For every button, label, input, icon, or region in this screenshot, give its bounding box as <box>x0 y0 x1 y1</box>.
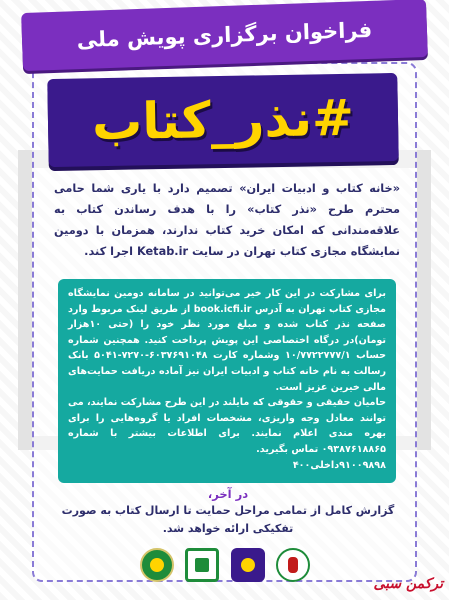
details-box <box>58 279 396 483</box>
hashtag-title: #نذر_کتاب <box>91 88 355 152</box>
virtual-fair-logo-icon <box>231 548 265 582</box>
hashtag-box <box>47 73 398 167</box>
details-paragraph-1: برای مشارکت در این کار خیر می‌توانید در سامانه دومین نمایشگاه مجازی کتاب تهران به آدرس book.icfi.ir از طریق لینک مربوط وارد صفحه نذر کتاب شده و مبلغ مورد نظر خود را (حتی ۱۰هزار تومان)در درگاه اختصاصی این پویش پرداخت کنید. همچنین شماره حساب ۱۰/۷۷۲۲۷۷۷/۱ وشماره کارت ۶۰۳۷۶۹۱۰۴۸-۷۲۷۰-۵۰۴۱ بانک رسالت به نام خانه کتاب و ادبیات ایران نیز آماده دریافت حمایت‌های مالی خیرین عزیز است. <box>68 288 386 393</box>
watermark: ترکمن سبی <box>373 576 443 592</box>
closing-title: در آخر، <box>207 487 249 501</box>
closing-text: گزارش کامل از تمامی مراحل حمایت تا ارسال کتاب به صورت تفکیکی ارائه خواهد شد. <box>61 504 395 535</box>
book-house-logo-icon <box>185 548 219 582</box>
banner-title: فراخوان برگزاری پویش ملی <box>76 17 373 53</box>
ministry-logo-icon <box>276 548 310 582</box>
details-small-line: ۹۱۰۰۹۸۹۸داخلی۴۰۰ <box>292 459 386 471</box>
details-paragraph-2: حامیان حقیقی و حقوقی که مایلند در این طرح مشارکت نمایند، می توانند معادل وجه واریزی، مشخصات افراد یا گروه‌هایی را برای بهره مندی اعلام نمایند. برای اطلاعات بیشتر با شماره ۰۹۳۸۷۶۱۸۸۶۵ تماس بگیرید. <box>68 397 386 455</box>
sponsor-logos <box>140 542 310 588</box>
emblem-logo-icon <box>140 548 174 582</box>
intro-paragraph: «خانه کتاب و ادبیات ایران» تصمیم دارد با یاری شما حامی محترم طرح «نذر کتاب» را با هدف رساندن کتاب به علاقه‌مندانی که امکان خرید کتاب ندارند، همزمان با دومین نمایشگاه مجازی کتاب تهران در سایت Ketab.ir اجرا کند. <box>54 182 400 258</box>
